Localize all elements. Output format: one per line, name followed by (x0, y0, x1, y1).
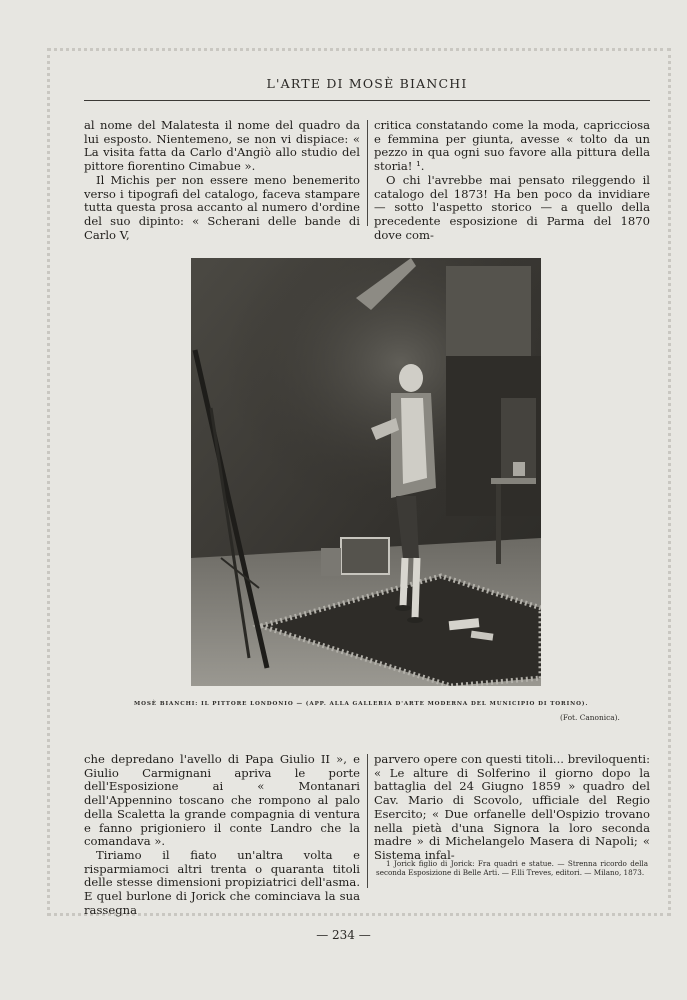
footnote (376, 859, 648, 877)
page-number: — 234 — (316, 928, 371, 942)
top-left-column (84, 119, 360, 242)
paragraph: parvero opere con questi titoli... breviloquenti: « Le alture di Solferino il giorno dopo la battaglia del 24 Giugno 1859 » quadro del Cav. Mario di Scovolo, ufficiale del Regio Esercito; « Due orfanelle dell'Ospizio trovano nella pietà d'una Signora la loro seconda madre » di Michelangelo Masera di Napoli; « Sistema infal- (374, 752, 650, 862)
footnote-text: 1 Jorick figlio di Jorick: Fra quadri e statue. — Strenna ricordo della seconda Esposizione di Belle Arti. — F.lli Treves, editori. — Milano, 1873. (376, 859, 648, 877)
paragraph: Il Michis per non essere meno benemerito verso i tipografi del catalogo, faceva stampare tutta questa prosa accanto al numero d'ordine del suo dipinto: « Scherani delle bande di Carlo V, (84, 172, 360, 242)
header-rule (84, 100, 650, 101)
paragraph: critica constatando come la moda, capricciosa e femmina per giunta, avesse « tolto da un pezzo in qua ogni suo favore alla pittura della storia! ¹. (374, 118, 650, 174)
column-divider (367, 754, 368, 888)
painting-image (191, 258, 541, 686)
bottom-right-column (374, 753, 650, 863)
bottom-left-column (84, 753, 360, 917)
paragraph: al nome del Malatesta il nome del quadro da lui esposto. Nientemeno, se non vi dispiace: « La visita fatta da Carlo d'Angiò allo studio del pittore fiorentino Cimabue ». (84, 118, 360, 174)
paragraph: Tiriamo il fiato un'altra volta e risparmiamoci altri trenta o quaranta titoli delle stesse dimensioni propiziatrici dell'asma. E quel burlone di Jorick che cominciava la sua rassegna (84, 847, 360, 917)
column-divider (367, 120, 368, 226)
top-right-column (374, 119, 650, 242)
painting-illustration (191, 258, 541, 686)
running-head: L'ARTE DI MOSÈ BIANCHI (266, 76, 468, 91)
paragraph: che depredano l'avello di Papa Giulio II », e Giulio Carmignani apriva le porte dell'Esposizione ai « Montanari dell'Appennino toscano che rompono al palo della Scaletta la grande compagnia di ventura e fanno prigioniero il conte Landro che la comandava ». (84, 752, 360, 849)
figure-caption: MOSÈ BIANCHI: IL PITTORE LONDONIO — (APP. ALLA GALLERIA D'ARTE MODERNA DEL MUNICIPIO DI TORINO). (134, 701, 589, 707)
paragraph: O chi l'avrebbe mai pensato rileggendo il catalogo del 1873! Ha ben poco da invidiare — sotto l'aspetto storico — a quello della precedente esposizione di Parma del 1870 dove com- (374, 172, 650, 242)
photo-credit: (Fot. Canonica). (560, 713, 620, 722)
